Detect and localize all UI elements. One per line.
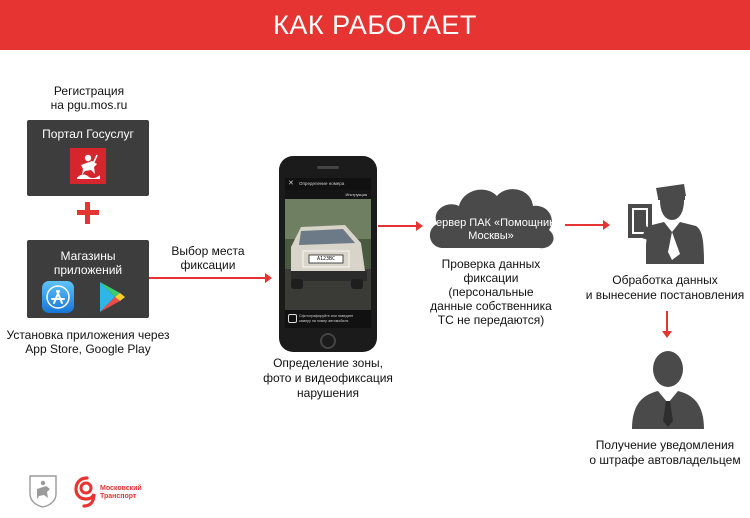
arrow-to-notification: [666, 311, 668, 336]
server-caption-line3: (персональные: [448, 285, 534, 299]
app-stores-title-line1: Магазины: [60, 249, 116, 263]
phone-caption-line1: Определение зоны,: [273, 356, 383, 370]
app-stores-title-line2: приложений: [53, 263, 123, 277]
server-caption-line1: Проверка данных: [441, 257, 541, 271]
google-play-icon: [98, 281, 126, 313]
businessman-icon: [630, 349, 706, 429]
phone-caption-line2: фото и видеофиксация: [263, 371, 393, 385]
screen-top-bar: [285, 178, 371, 190]
cloud-text-line2: Москвы»: [468, 230, 514, 242]
server-caption-line5: ТС не передаются): [437, 313, 545, 327]
registration-caption-line2: на pgu.mos.ru: [50, 98, 128, 112]
police-officer-icon: [620, 182, 704, 264]
moscow-transport-logo-icon: [74, 475, 100, 509]
moscow-coat-of-arms-icon: [70, 148, 106, 184]
gosuslugi-box-title: Портал Госуслуг: [42, 127, 134, 141]
server-caption-line4: данные собственника: [430, 299, 552, 313]
phone-speaker: [317, 166, 339, 169]
screen-bottom-bar: [285, 310, 371, 328]
page-title: КАК РАБОТАЕТ: [273, 10, 477, 40]
camera-icon[interactable]: [288, 314, 297, 323]
gosuslugi-portal-box: [27, 120, 149, 196]
screen-sub-bar: [285, 190, 371, 199]
screen-hint: Сфотографируйте или наведите камеру на номер автомобиля: [299, 314, 354, 323]
smartphone: [279, 156, 377, 352]
server-caption-line2: фиксации: [463, 271, 519, 285]
arrow-to-processing: [565, 224, 608, 226]
screen-instruction-button[interactable]: Инструкция: [345, 192, 367, 197]
plus-sign: [77, 202, 99, 224]
screen-plate-number: А123ВС: [316, 256, 336, 262]
notification-caption-line2: о штрафе автовладельцем: [589, 453, 741, 467]
app-store-icon: [42, 281, 74, 313]
arrow1-label-line1: Выбор места: [171, 244, 245, 258]
arrow1-label-line2: фиксации: [180, 258, 236, 272]
moscow-emblem-icon: [28, 474, 58, 508]
phone-screen: [285, 178, 371, 328]
processing-caption-line1: Обработка данных: [612, 273, 718, 287]
app-stores-box: [27, 240, 149, 318]
cloud-text-line1: Сервер ПАК «Помощник: [428, 217, 554, 229]
screen-close-icon[interactable]: ✕: [288, 180, 294, 187]
registration-caption-line1: Регистрация: [53, 84, 125, 98]
transport-logo-line2: Транспорт: [100, 493, 137, 500]
phone-home-button: [320, 333, 336, 349]
processing-caption-line2: и вынесение постановления: [585, 288, 745, 302]
arrow-to-phone: [149, 277, 270, 279]
transport-logo-line1: Московский: [100, 485, 142, 492]
apps-caption-line1: Установка приложения через: [6, 328, 170, 342]
apps-caption-line2: App Store, Google Play: [25, 342, 151, 356]
phone-caption-line3: нарушения: [297, 386, 359, 400]
screen-title: Определение номера: [299, 181, 345, 186]
notification-caption-line1: Получение уведомления: [595, 438, 735, 452]
arrow-to-server: [378, 225, 421, 227]
